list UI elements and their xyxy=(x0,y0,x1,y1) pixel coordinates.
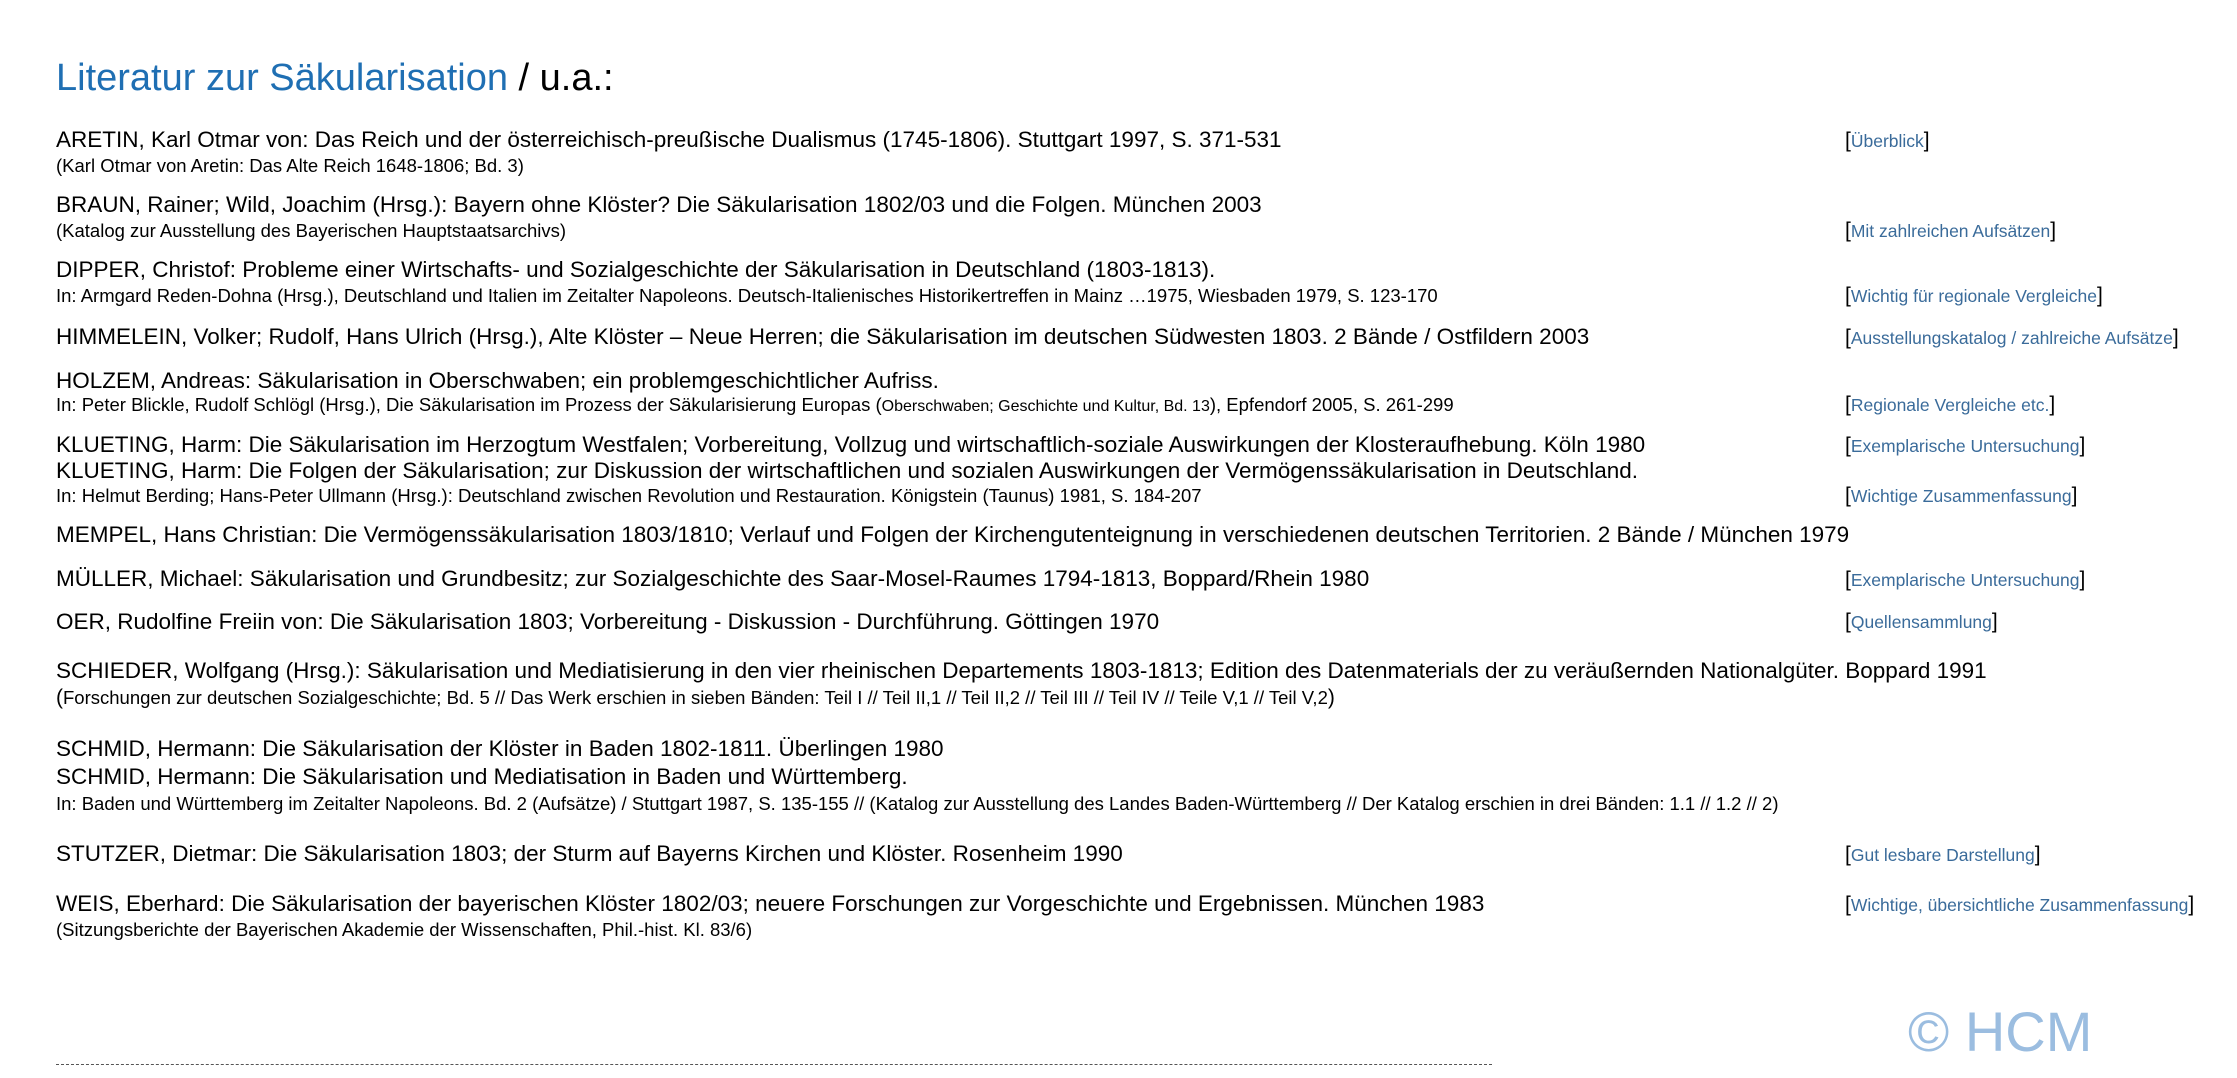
entry-himmelein-line: HIMMELEIN, Volker; Rudolf, Hans Ulrich (Hrsg.), Alte Klöster – Neue Herren; die Säkularisation im deutschen Südwesten 1803. 2 Bände / Ostfildern 2003 xyxy=(56,324,1590,349)
footer-divider xyxy=(56,1064,1492,1065)
entry-braun-line: BRAUN, Rainer; Wild, Joachim (Hrsg.): Bayern ohne Klöster? Die Säkularisation 1802/03 und die Folgen. München 2003 xyxy=(56,192,1262,217)
entry-schieder-sub: (Forschungen zur deutschen Sozialgeschichte; Bd. 5 // Das Werk erschien in sieben Bänden: Teil I // Teil II,1 // Teil II,2 // Teil III // Teil IV // Teile V,1 // Teil V,2) xyxy=(56,686,1335,709)
entry-klueting-line-2: KLUETING, Harm: Die Folgen der Säkularisation; zur Diskussion der wirtschaftlichen und sozialen Auswirkungen der Vermögenssäkularisation in Deutschland. xyxy=(56,458,1638,483)
entry-klueting-note-1: [Exemplarische Untersuchung] xyxy=(1845,434,2086,457)
page-title xyxy=(56,50,614,106)
entry-dipper-sub: In: Armgard Reden-Dohna (Hrsg.), Deutschland und Italien im Zeitalter Napoleons. Deutsch-Italienisches Historikertreffen in Mainz …1975, Wiesbaden 1979, S. 123-170 xyxy=(56,285,1438,306)
entry-schmid-line-2: SCHMID, Hermann: Die Säkularisation und Mediatisation in Baden und Württemberg. xyxy=(56,764,908,789)
entry-mueller-note: [Exemplarische Untersuchung] xyxy=(1845,568,2086,591)
entry-mueller-line: MÜLLER, Michael: Säkularisation und Grundbesitz; zur Sozialgeschichte des Saar-Mosel-Raumes 1794-1813, Boppard/Rhein 1980 xyxy=(56,566,1370,591)
entry-dipper-note: [Wichtig für regionale Vergleiche] xyxy=(1845,284,2103,307)
entry-klueting-line-1: KLUETING, Harm: Die Säkularisation im Herzogtum Westfalen; Vorbereitung, Vollzug und wirtschaftlich-soziale Auswirkungen der Klosteraufhebung. Köln 1980 xyxy=(56,432,1646,457)
entry-schmid-sub: In: Baden und Württemberg im Zeitalter Napoleons. Bd. 2 (Aufsätze) / Stuttgart 1987, S. 135-155 // (Katalog zur Ausstellung des Landes Baden-Württemberg // Der Katalog erschien in drei Bänden: 1.1 // 1.2 // 2) xyxy=(56,793,1779,814)
entry-holzem-line: HOLZEM, Andreas: Säkularisation in Oberschwaben; ein problemgeschichtlicher Aufriss. xyxy=(56,368,939,393)
entry-mempel-line: MEMPEL, Hans Christian: Die Vermögenssäkularisation 1803/1810; Verlauf und Folgen der Kirchengutenteignung in verschiedenen deutschen Territorien. 2 Bände / München 1979 xyxy=(56,522,1850,547)
entry-braun-sub: (Katalog zur Ausstellung des Bayerischen Hauptstaatsarchivs) xyxy=(56,220,567,241)
entry-holzem-sub: In: Peter Blickle, Rudolf Schlögl (Hrsg.), Die Säkularisation im Prozess der Säkularisierung Europas (Oberschwaben; Geschichte und Kultur, Bd. 13), Epfendorf 2005, S. 261-299 xyxy=(56,394,1454,415)
entry-aretin-line: ARETIN, Karl Otmar von: Das Reich und der österreichisch-preußische Dualismus (1745-1806). Stuttgart 1997, S. 371-531 xyxy=(56,127,1282,152)
entry-oer-line: OER, Rudolfine Freiin von: Die Säkularisation 1803; Vorbereitung - Diskussion - Durchführung. Göttingen 1970 xyxy=(56,609,1160,634)
entry-aretin-note: [Überblick] xyxy=(1845,129,1930,152)
entry-stutzer-note: [Gut lesbare Darstellung] xyxy=(1845,843,2041,866)
entry-klueting-note-2: [Wichtige Zusammenfassung] xyxy=(1845,484,2078,507)
copyright-watermark: © HCM xyxy=(1908,1000,2093,1063)
entry-dipper-line: DIPPER, Christof: Probleme einer Wirtschafts- und Sozialgeschichte der Säkularisation in Deutschland (1803-1813). xyxy=(56,257,1216,282)
entry-oer-note: [Quellensammlung] xyxy=(1845,610,1998,633)
entry-weis-note: [Wichtige, übersichtliche Zusammenfassung] xyxy=(1845,893,2195,916)
entry-weis-sub: (Sitzungsberichte der Bayerischen Akademie der Wissenschaften, Phil.-hist. Kl. 83/6) xyxy=(56,919,753,940)
entry-weis-line: WEIS, Eberhard: Die Säkularisation der bayerischen Klöster 1802/03; neuere Forschungen zur Vorgeschichte und Ergebnissen. München 1983 xyxy=(56,891,1485,916)
entry-himmelein-note: [Ausstellungskatalog / zahlreiche Aufsätze] xyxy=(1845,326,2179,349)
entry-stutzer-line: STUTZER, Dietmar: Die Säkularisation 1803; der Sturm auf Bayerns Kirchen und Klöster. Rosenheim 1990 xyxy=(56,841,1123,866)
entry-klueting-sub: In: Helmut Berding; Hans-Peter Ullmann (Hrsg.): Deutschland zwischen Revolution und Restauration. Königstein (Taunus) 1981, S. 184-207 xyxy=(56,485,1202,506)
entry-schmid-line-1: SCHMID, Hermann: Die Säkularisation der Klöster in Baden 1802-1811. Überlingen 1980 xyxy=(56,736,944,761)
entry-schieder-line: SCHIEDER, Wolfgang (Hrsg.): Säkularisation und Mediatisierung in den vier rheinischen Departements 1803-1813; Edition des Datenmaterials der zu veräußernden Nationalgüter. Boppard 1991 xyxy=(56,658,1987,683)
page-title-main: Literatur zur Säkularisation xyxy=(56,57,508,99)
entry-aretin-sub: (Karl Otmar von Aretin: Das Alte Reich 1648-1806; Bd. 3) xyxy=(56,155,524,176)
page-title-suffix: / u.a.: xyxy=(508,57,614,99)
entry-braun-note: [Mit zahlreichen Aufsätzen] xyxy=(1845,219,2057,242)
entry-holzem-note: [Regionale Vergleiche etc.] xyxy=(1845,393,2056,416)
